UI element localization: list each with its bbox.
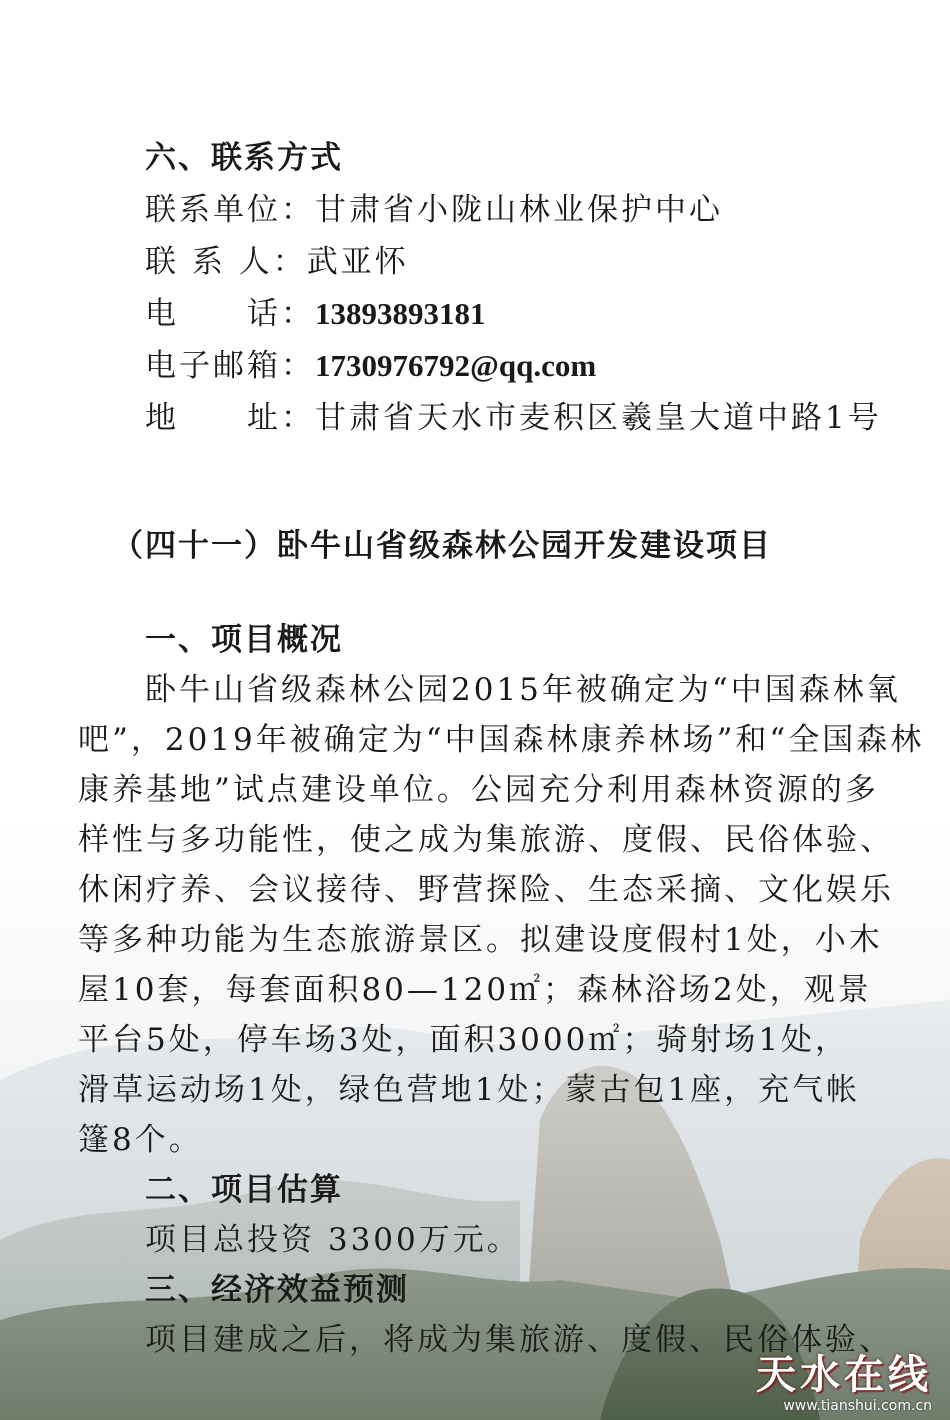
project-title: （四十一）卧牛山省级森林公园开发建设项目 [112, 528, 772, 564]
contact-label: 联系单位： [145, 192, 315, 228]
overview-line: 篷8个。 [78, 1122, 203, 1158]
overview-line: 卧牛山省级森林公园2015年被确定为“中国森林氧 [145, 672, 901, 708]
overview-line: 屋10套，每套面积80—120㎡；森林浴场2处，观景 [78, 972, 872, 1008]
contact-row-email [145, 346, 596, 386]
overview-line: 等多种功能为生态旅游景区。拟建设度假村1处，小木 [78, 922, 883, 958]
overview-line: 滑草运动场1处，绿色营地1处；蒙古包1座，充气帐 [78, 1072, 861, 1108]
overview-line: 样性与多功能性，使之成为集旅游、度假、民俗体验、 [78, 822, 894, 858]
contact-value: 武亚怀 [306, 244, 409, 280]
overview-line: 吧”，2019年被确定为“中国森林康养林场”和“全国森林 [78, 722, 925, 758]
contact-heading: 六、联系方式 [145, 140, 343, 176]
overview-heading: 一、项目概况 [145, 622, 343, 658]
contact-label: 地 址： [145, 400, 315, 436]
site-watermark [756, 1343, 932, 1414]
contact-row-unit [145, 190, 723, 230]
watermark-url: www.tianshui.com.cn [783, 1398, 932, 1414]
watermark-logo: 天水在线 [756, 1352, 932, 1398]
contact-label: 联 系 人： [145, 244, 307, 280]
overview-line: 康养基地”试点建设单位。公园充分利用森林资源的多 [78, 772, 879, 808]
contact-row-phone [145, 294, 486, 334]
benefit-heading: 三、经济效益预测 [145, 1272, 409, 1308]
overview-line: 休闲疗养、会议接待、野营探险、生态采摘、文化娱乐 [78, 872, 894, 908]
contact-value: 甘肃省天水市麦积区羲皇大道中路1号 [315, 400, 882, 436]
benefit-text: 项目建成之后，将成为集旅游、度假、民俗体验、 [145, 1322, 893, 1358]
contact-phone-value: 13893893181 [315, 296, 486, 331]
contact-row-person [145, 242, 409, 282]
contact-row-address [145, 398, 882, 438]
contact-value: 甘肃省小陇山林业保护中心 [315, 192, 723, 228]
contact-label: 电子邮箱： [145, 348, 315, 384]
estimate-heading: 二、项目估算 [145, 1172, 343, 1208]
contact-label: 电 话： [145, 296, 315, 332]
overview-line: 平台5处，停车场3处，面积3000㎡；骑射场1处， [78, 1022, 850, 1058]
estimate-text: 项目总投资 3300万元。 [145, 1222, 521, 1258]
contact-email-value: 1730976792@qq.com [315, 348, 597, 383]
